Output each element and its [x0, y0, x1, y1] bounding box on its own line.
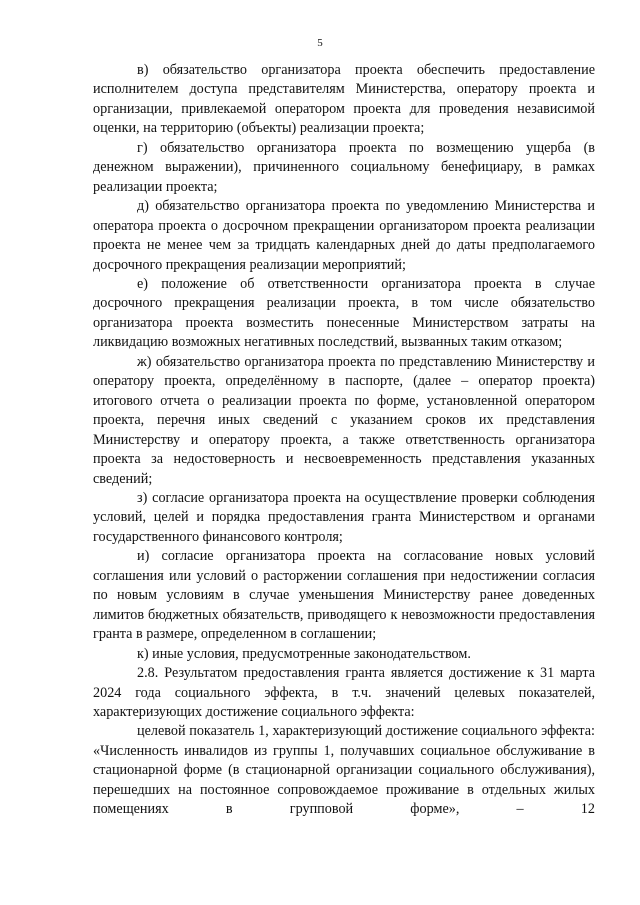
paragraph-target-indicator-1: целевой показатель 1, характеризующий достижение социального эффекта: «Численность инвалидов из группы 1, получавших социальное обслуживание в стационарной форме (в стационарной организации социального обслуживания), перешедших на постоянное сопровождаемое проживание в отдельных жилых помещениях в групповой форме», – 12: [93, 723, 595, 818]
paragraph-g: г) обязательство организатора проекта по возмещению ущерба (в денежном выражении), причиненного социальному бенефициару, в рамках реализации проекта;: [93, 139, 595, 195]
paragraph-zh: ж) обязательство организатора проекта по представлению Министерству и оператору проекта, определённому в паспорте, (далее – оператор проекта) итогового отчета о реализации проекта по форме, установленной оператором проекта, перечня иных сведений с указанием сроков их представления Министерству и оператору проекта, а также ответственность организатора проекта за недостоверность и несвоевременность представления указанных сведений;: [93, 353, 595, 487]
paragraph-d: д) обязательство организатора проекта по уведомлению Министерства и оператора проекта о досрочном прекращении организатором проекта реализации проекта не менее чем за тридцать календарных дней до даты предполагаемого досрочного прекращения реализации мероприятий;: [93, 198, 595, 273]
page-number: 5: [317, 37, 323, 49]
paragraph-z: з) согласие организатора проекта на осуществление проверки соблюдения условий, целей и порядка предоставления гранта Министерством и органами государственного финансового контроля;: [93, 489, 595, 545]
paragraph-e: е) положение об ответственности организатора проекта в случае досрочного прекращения реализации проекта, в том числе обязательство организатора проекта возместить понесенные Министерством затраты на ликвидацию возможных негативных последствий, вызванных таким отказом;: [93, 275, 595, 351]
paragraph-2-8: 2.8. Результатом предоставления гранта является достижение к 31 марта 2024 года социального эффекта, в т.ч. значений целевых показателей, характеризующих достижение социального эффекта:: [93, 665, 595, 720]
document-body: [93, 61, 595, 820]
paragraph-v: в) обязательство организатора проекта обеспечить предоставление исполнителем доступа представителям Министерства, оператору проекта и организации, привлекаемой оператором проекта для проведения независимой оценки, на территорию (объекты) реализации проекта;: [93, 62, 595, 137]
paragraph-k: к) иные условия, предусмотренные законодательством.: [137, 645, 471, 662]
paragraph-i: и) согласие организатора проекта на согласование новых условий соглашения или условий о расторжении соглашения при недостижении согласия по новым условиям в случае уменьшения Министерству ранее доведенных лимитов бюджетных обязательств, приводящего к невозможности предоставления гранта в размере, определенном в соглашении;: [93, 548, 595, 643]
